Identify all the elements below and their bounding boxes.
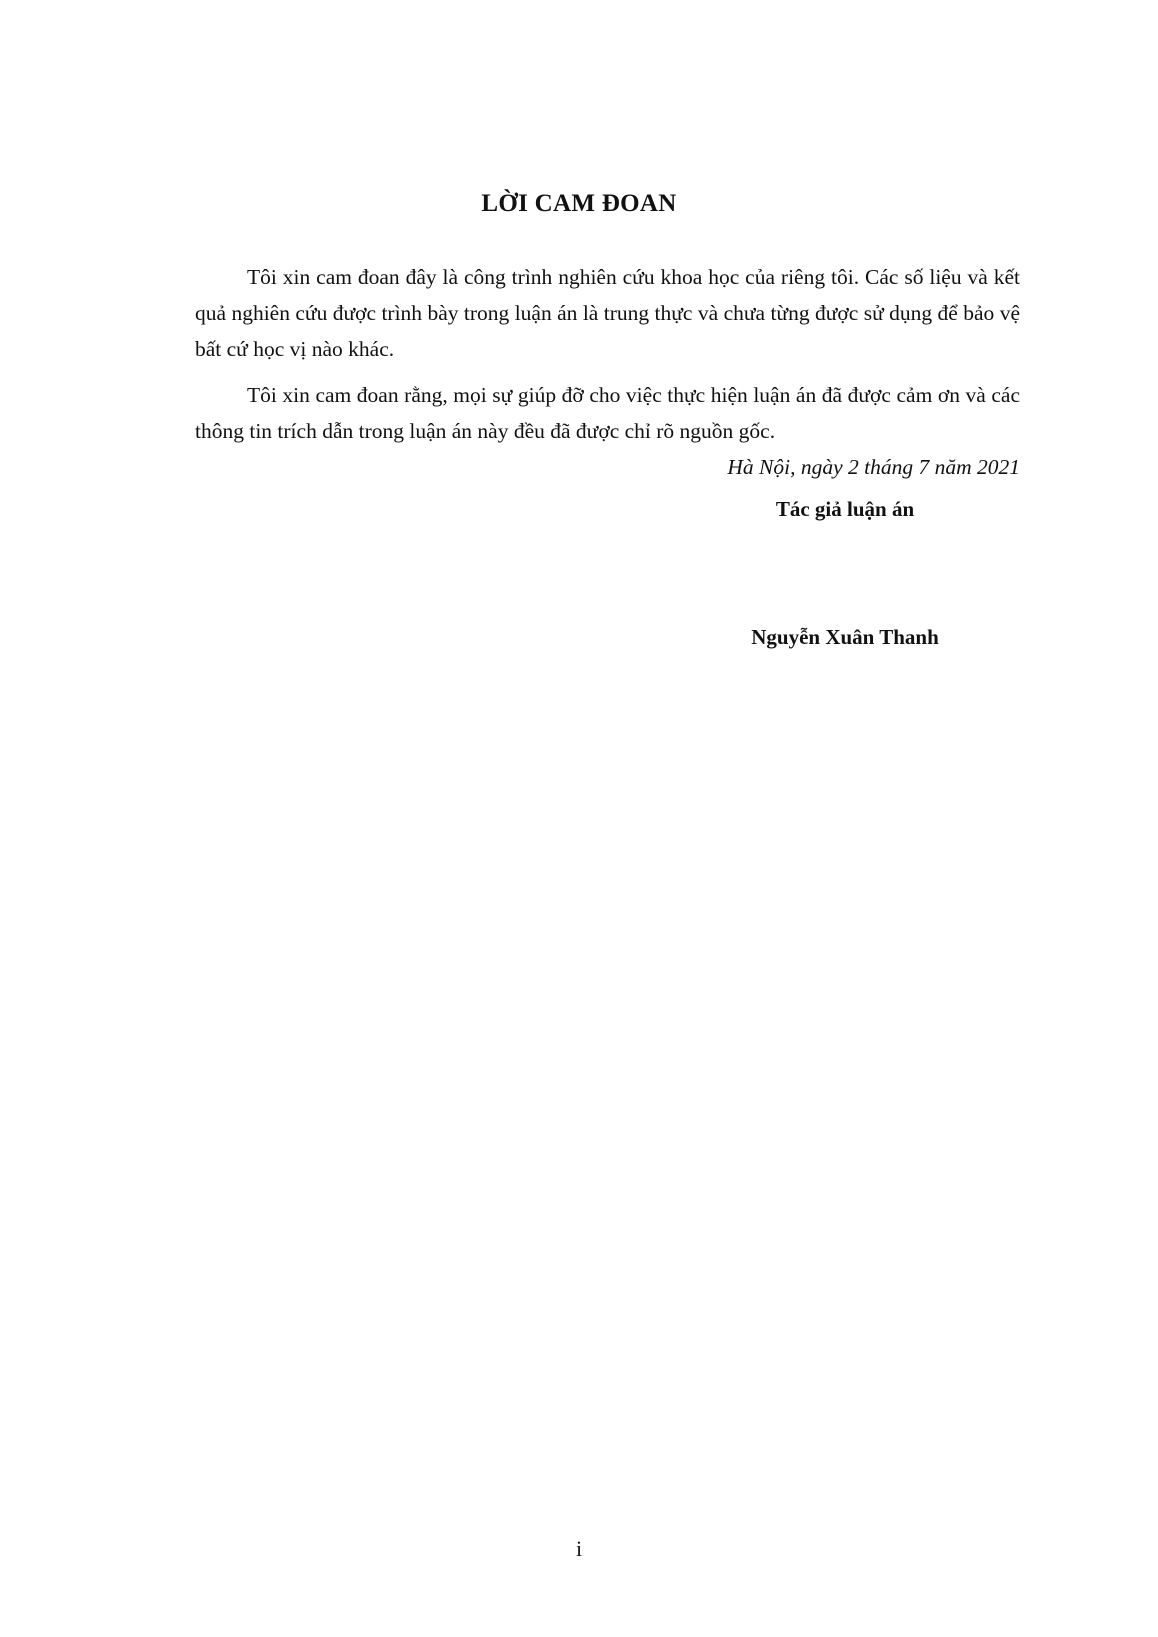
- page-number: i: [575, 1536, 583, 1561]
- declaration-paragraph-2: Tôi xin cam đoan rằng, mọi sự giúp đỡ cho việc thực hiện luận án đã được cảm ơn và các thông tin trích dẫn trong luận án này đều đã được chỉ rõ nguồn gốc.: [195, 383, 1020, 443]
- author-role: Tác giả luận án: [775, 497, 915, 521]
- page-title: LỜI CAM ĐOAN: [481, 190, 677, 217]
- author-name: Nguyễn Xuân Thanh: [751, 625, 939, 649]
- declaration-paragraph-1: Tôi xin cam đoan đây là công trình nghiên cứu khoa học của riêng tôi. Các số liệu và kết quả nghiên cứu được trình bày trong luận án là trung thực và chưa từng được sử dụng để bảo vệ bất cứ học vị nào khác.: [195, 265, 1020, 361]
- place-date: Hà Nội, ngày 2 tháng 7 năm 2021: [727, 455, 1020, 479]
- declaration-body: [195, 259, 1020, 459]
